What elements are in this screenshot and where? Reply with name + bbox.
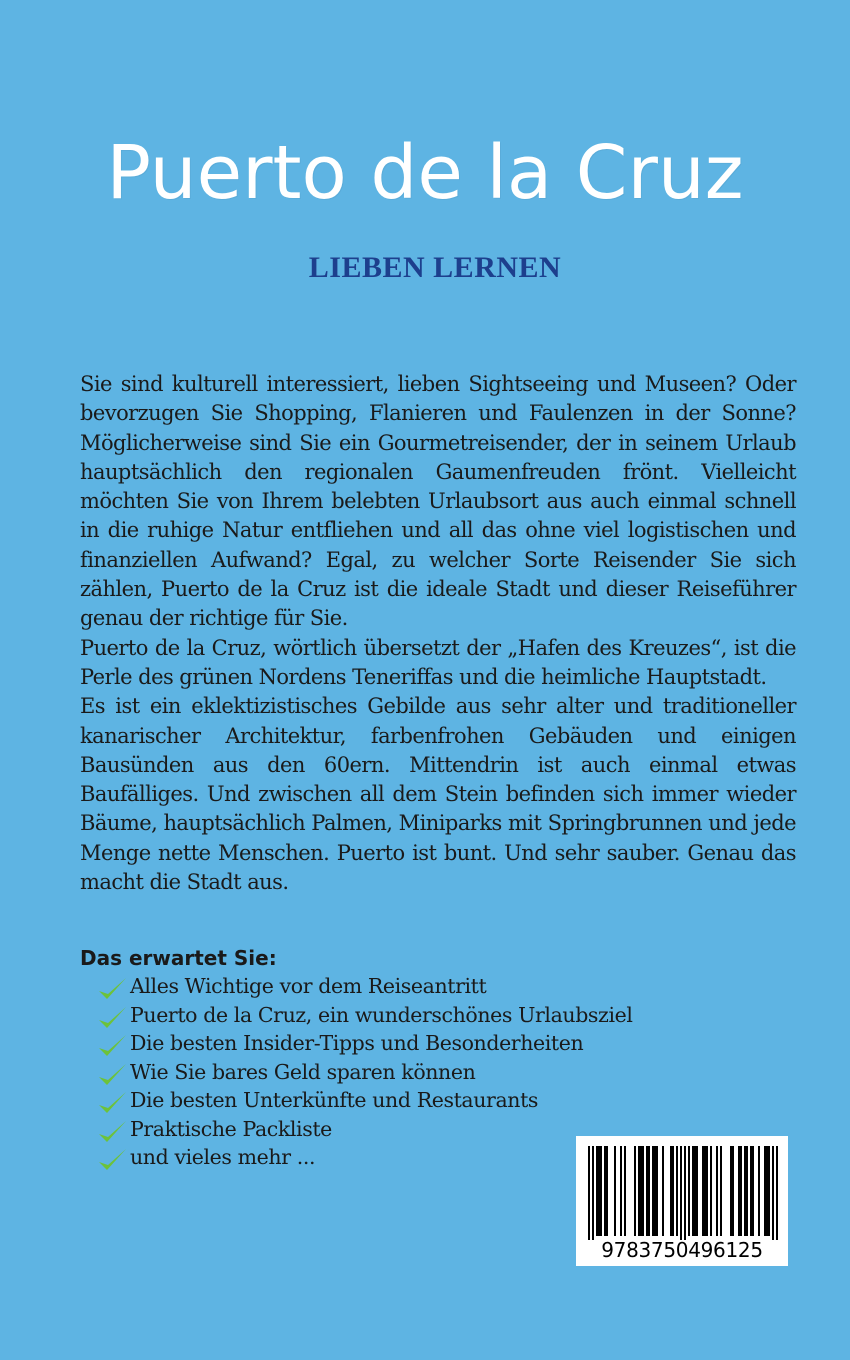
barcode-bar — [746, 1146, 748, 1236]
list-item — [96, 972, 596, 1001]
barcode-bar — [688, 1146, 690, 1236]
barcode-bar — [740, 1146, 742, 1236]
barcode-bar — [692, 1146, 694, 1236]
description-text — [80, 370, 796, 897]
barcode-bar — [776, 1146, 778, 1240]
barcode-bar — [620, 1146, 622, 1236]
barcode-bar — [744, 1146, 746, 1236]
barcode-bar — [600, 1146, 602, 1236]
barcode-bar — [604, 1146, 606, 1236]
barcode-bar — [638, 1146, 640, 1236]
barcode-bar — [648, 1146, 650, 1236]
barcode-bar — [730, 1146, 732, 1236]
barcode-bar — [696, 1146, 698, 1236]
barcode-bar — [684, 1146, 686, 1240]
description-paragraph-1: Sie sind kulturell interessiert, lieben Sightseeing und Museen? Oder bevorzugen Sie Shopping, Flanieren und Faulenzen in der Sonne? Möglicherweise sind Sie ein Gourmetreisender, der in seinem Urlaub hauptsächlich den regionalen Gaumenfreuden frönt. Vielleicht möchten Sie von Ihrem belebten Urlaubsort aus auch einmal schnell in die ruhige Natur entfliehen und all das ohne viel logistischen und finanziellen Aufwand? Egal, zu welcher Sorte Reisender Sie sich zählen, Puerto de la Cruz ist die ideale Stadt und dieser Reiseführer genau der richtige für Sie. — [80, 372, 796, 631]
barcode-bar — [670, 1146, 672, 1236]
barcode-bar — [606, 1146, 608, 1236]
barcode-bar — [716, 1146, 718, 1236]
list-item — [96, 1086, 596, 1115]
barcode-bar — [652, 1146, 654, 1236]
list-item-label: Die besten Unterkünfte und Restaurants — [130, 1088, 539, 1113]
highlights-heading: Das erwartet Sie: — [80, 946, 277, 970]
barcode-bar — [706, 1146, 708, 1236]
barcode-bar — [732, 1146, 734, 1236]
barcode-bar — [672, 1146, 674, 1236]
barcode-bar — [596, 1146, 598, 1236]
list-item-label: Puerto de la Cruz, ein wunderschönes Urlaubsziel — [130, 1002, 633, 1027]
book-title: Puerto de la Cruz — [106, 130, 744, 216]
list-item-label: Praktische Packliste — [130, 1116, 332, 1141]
barcode-bar — [750, 1146, 752, 1236]
description-paragraph-3: Es ist ein eklektizistisches Gebilde aus sehr alter und traditioneller kanarischer Architektur, farbenfrohen Gebäuden und einigen Bausünden aus den 60ern. Mittendrin ist auch einmal etwas Baufälliges. Und zwischen all dem Stein befinden sich immer wieder Bäume, hauptsächlich Palmen, Miniparks mit Springbrunnen und jede Menge nette Menschen. Puerto ist bunt. Und sehr sauber. Genau das macht die Stadt aus. — [80, 694, 796, 895]
list-item — [96, 1029, 596, 1058]
list-item — [96, 1143, 596, 1172]
barcode-bar — [592, 1146, 594, 1240]
barcode-bar — [640, 1146, 642, 1236]
barcode-bar — [646, 1146, 648, 1236]
list-item-label: Wie Sie bares Geld sparen können — [130, 1059, 476, 1084]
barcode-bar — [752, 1146, 754, 1236]
barcode-bar — [598, 1146, 600, 1236]
barcode-bar — [720, 1146, 722, 1236]
checkmark-icon — [96, 1147, 130, 1175]
barcode-bar — [662, 1146, 664, 1236]
barcode-bar — [676, 1146, 678, 1236]
isbn-barcode — [576, 1136, 788, 1266]
barcode-bar — [766, 1146, 768, 1236]
barcode-bar — [588, 1146, 590, 1240]
barcode-bar — [656, 1146, 658, 1236]
barcode-bar — [624, 1146, 626, 1236]
barcode-bar — [694, 1146, 696, 1236]
list-item — [96, 1115, 596, 1144]
description-paragraph-2: Puerto de la Cruz, wörtlich übersetzt der „Hafen des Kreuzes“, ist die Perle des grünen Nordens Teneriffas und die heimliche Hauptstadt. — [80, 635, 796, 689]
barcode-bar — [758, 1146, 760, 1236]
list-item-label: Alles Wichtige vor dem Reiseantritt — [130, 974, 487, 999]
isbn-number: 9783750496125 — [601, 1238, 763, 1262]
barcode-bar — [764, 1146, 766, 1236]
barcode-bar — [634, 1146, 636, 1236]
barcode-bar — [642, 1146, 644, 1236]
barcode-bar — [738, 1146, 740, 1236]
list-item-label: Die besten Insider-Tipps und Besonderheiten — [130, 1031, 584, 1056]
barcode-bar — [768, 1146, 770, 1236]
barcode-bar — [654, 1146, 656, 1236]
barcode-bar — [772, 1146, 774, 1240]
barcode-bar — [702, 1146, 704, 1236]
highlights-list — [96, 972, 633, 1172]
list-item — [96, 1001, 633, 1030]
book-subtitle: LIEBEN LERNEN — [308, 251, 562, 284]
list-item-label: und vieles mehr ... — [130, 1145, 316, 1170]
barcode-bar — [614, 1146, 616, 1236]
barcode-bar — [680, 1146, 682, 1240]
barcode-bar — [710, 1146, 712, 1236]
barcode-bars — [576, 1136, 788, 1240]
list-item — [96, 1058, 596, 1087]
barcode-bar — [704, 1146, 706, 1236]
